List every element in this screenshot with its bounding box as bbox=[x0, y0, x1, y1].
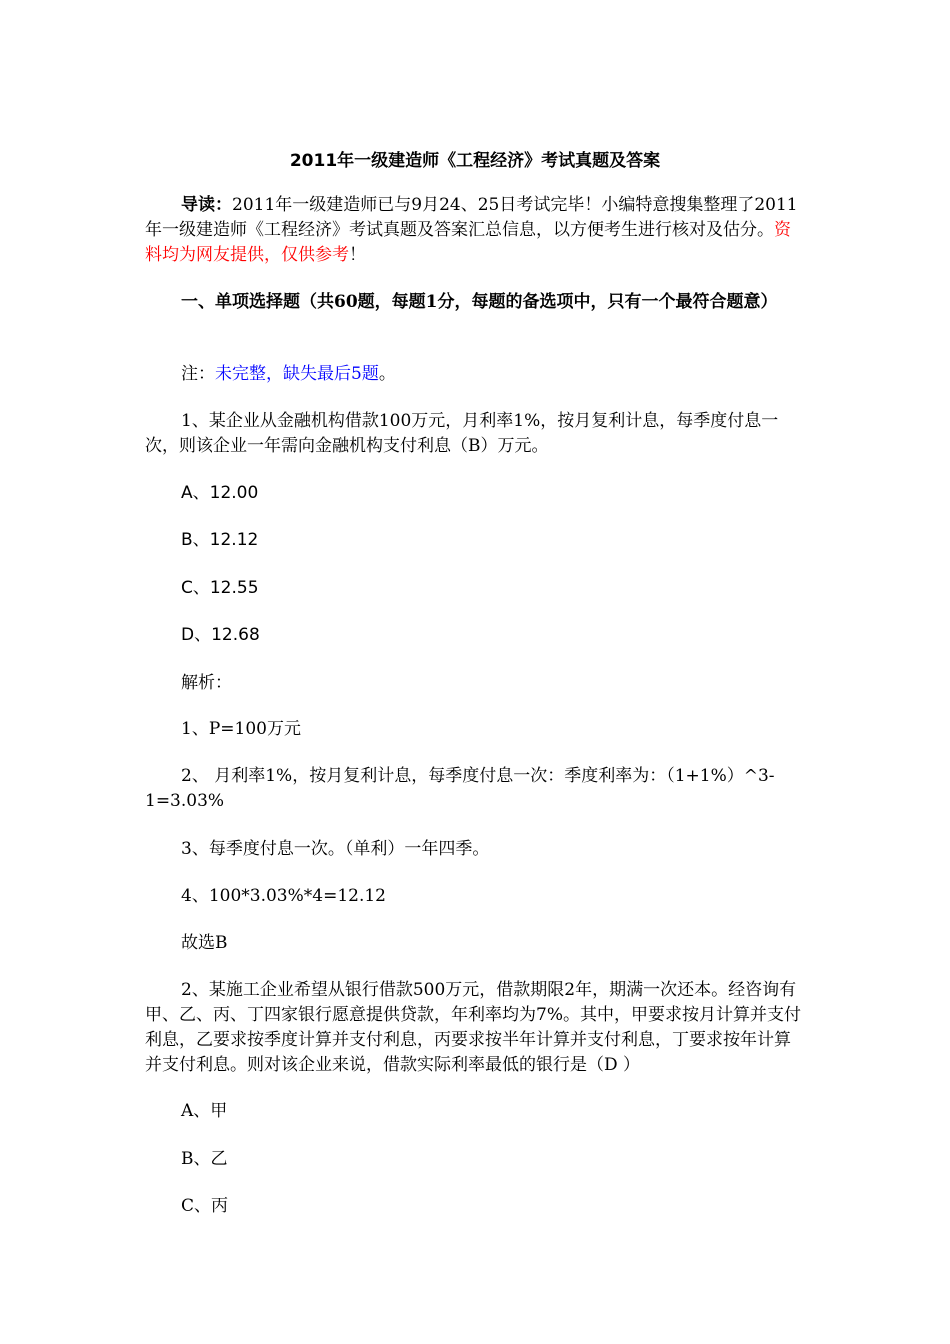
intro-label: 导读： bbox=[181, 195, 232, 215]
note-paragraph bbox=[145, 362, 805, 387]
question-1-option-b: B、12.12 bbox=[181, 530, 259, 550]
question-1-option-d: D、12.68 bbox=[181, 625, 260, 645]
analysis-conclusion: 故选B bbox=[181, 933, 228, 953]
analysis-step-2: 2、 月利率1%，按月复利计息，每季度付息一次：季度利率为：（1+1%）^3-1=3.03% bbox=[145, 766, 775, 811]
note-text: 未完整，缺失最后5题 bbox=[215, 364, 379, 384]
question-2-option-b: B、乙 bbox=[181, 1149, 228, 1169]
intro-paragraph bbox=[145, 193, 805, 268]
document-title: 2011年一级建造师《工程经济》考试真题及答案 bbox=[289, 151, 661, 171]
question-2-option-c: C、丙 bbox=[181, 1196, 229, 1216]
analysis-step-3: 3、每季度付息一次。（单利）一年四季。 bbox=[181, 839, 490, 859]
question-2-option-a: A、甲 bbox=[181, 1101, 228, 1121]
section-heading: 一、单项选择题（共60题，每题1分，每题的备选项中，只有一个最符合题意） bbox=[181, 292, 778, 312]
note-label: 注： bbox=[181, 364, 215, 384]
analysis-label: 解析： bbox=[181, 673, 232, 693]
question-1-option-a: A、12.00 bbox=[181, 483, 259, 503]
question-1-option-c: C、12.55 bbox=[181, 578, 259, 598]
intro-text: 2011年一级建造师已与9月24、25日考试完毕！小编特意搜集整理了2011年一级建造师《工程经济》考试真题及答案汇总信息，以方便考生进行核对及估分。 bbox=[145, 195, 798, 240]
question-2-stem: 2、某施工企业希望从银行借款500万元，借款期限2年，期满一次还本。经咨询有甲、乙、丙、丁四家银行愿意提供贷款，年利率均为7%。其中，甲要求按月计算并支付利息，乙要求按季度计算并支付利息，丙要求按半年计算并支付利息，丁要求按年计算并支付利息。则对该企业来说，借款实际利率最低的银行是（D ） bbox=[145, 980, 801, 1075]
analysis-step-4: 4、100*3.03%*4=12.12 bbox=[181, 886, 386, 906]
intro-disclaimer: 资料均为网友提供，仅供参考 bbox=[145, 220, 791, 265]
question-1-stem: 1、某企业从金融机构借款100万元，月利率1%，按月复利计息，每季度付息一次，则该企业一年需向金融机构支付利息（B）万元。 bbox=[145, 411, 779, 456]
note-end: 。 bbox=[378, 364, 396, 384]
intro-end: ！ bbox=[349, 245, 366, 265]
analysis-step-1: 1、P=100万元 bbox=[181, 719, 301, 739]
